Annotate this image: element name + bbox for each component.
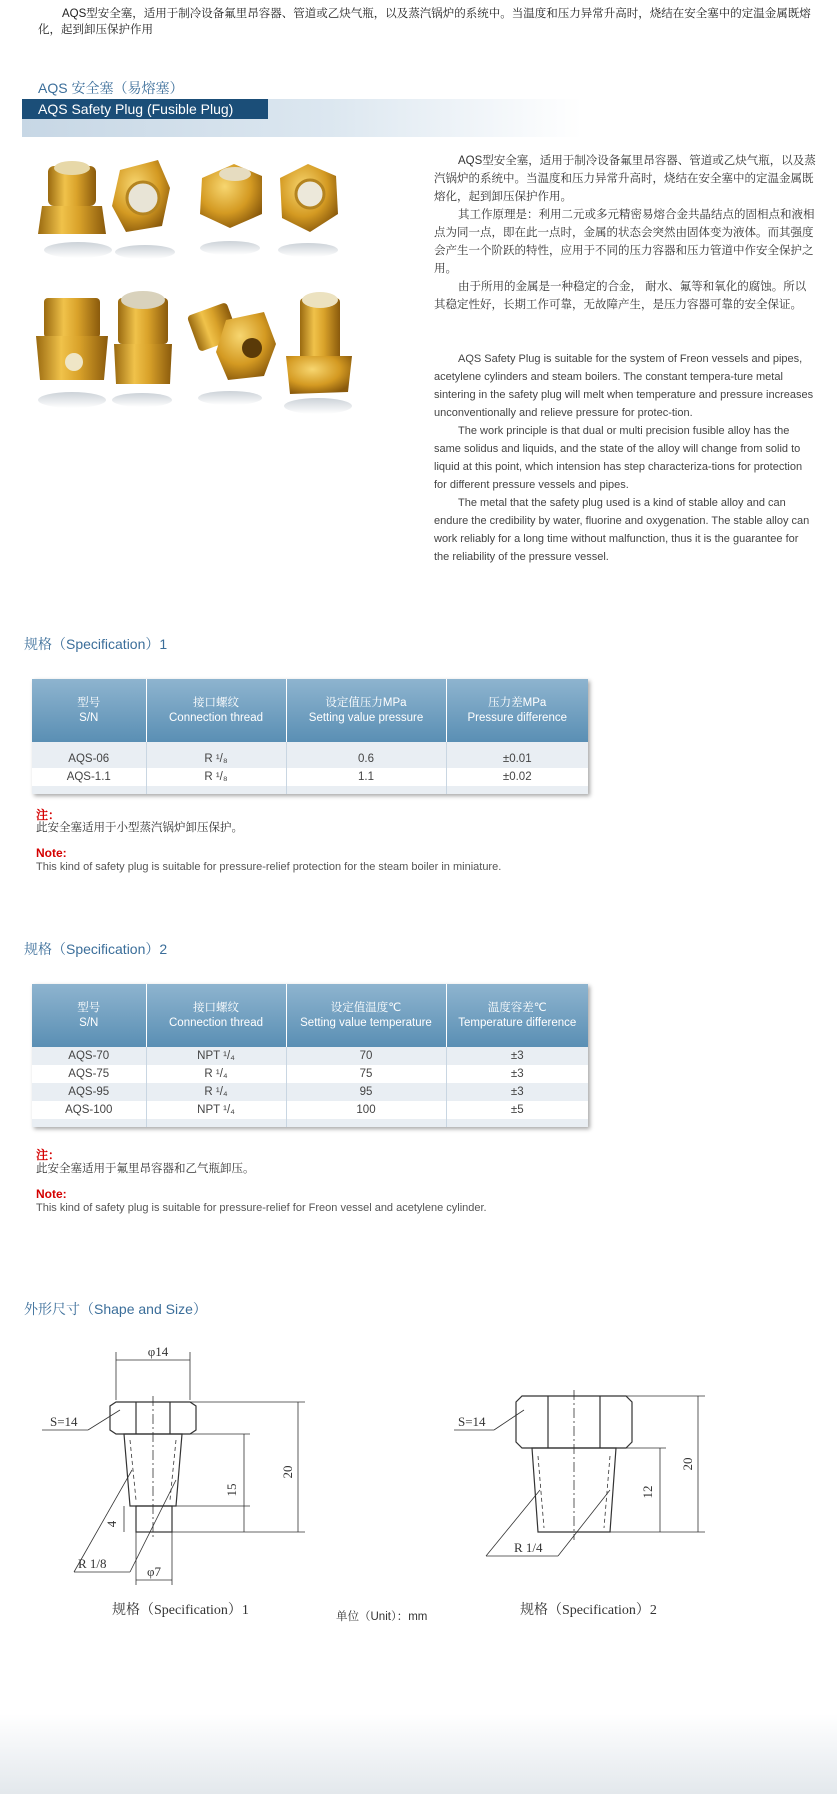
description-cn-paragraph: 其工作原理是：利用二元或多元精密易熔合金共晶结点的固相点和液相点为同一点，即在此一点时，金属的状态会突然由固体变为液体。而其强度会产生一个阶跃的特性，应用于不同的压力容器和压力管道中作安全保护之用。 [434,209,815,275]
table-cell: AQS-06 [32,750,146,768]
note-label-cn: 注： [36,1148,61,1162]
note-label-en: Note: [36,1187,67,1201]
table-cell: 100 [286,1101,446,1119]
table-cell: NPT ¹/₄ [146,1101,286,1119]
dim-total-2: 20 [680,1457,695,1471]
note-text-en: This kind of safety plug is suitable for pressure-relief protection for the steam boiler in miniature. [36,861,502,873]
dim-hex: S=14 [50,1414,78,1429]
spec2-header-row [32,984,588,1047]
dim-body-2: 12 [640,1485,655,1499]
product-photo-4 [278,164,338,257]
note-label-cn: 注： [36,808,61,822]
spec2-title: 规格（Specification）2 [24,941,168,957]
table-row [32,1101,588,1119]
table-cell: ±5 [446,1101,588,1119]
heading-en: AQS Safety Plug (Fusible Plug) [22,99,268,119]
note-text-cn: 此安全塞适用于氟里昂容器和乙气瓶卸压。 [36,1163,255,1175]
caption-spec1: 规格（Specification）1 [112,1603,249,1618]
table-row [32,1083,588,1101]
dim-body: 15 [224,1483,239,1497]
table-cell: AQS-75 [32,1065,146,1083]
product-photo-2 [112,160,175,259]
spec1-header: 设定值压力MPa Setting value pressure [286,679,446,742]
description-cn-paragraph: 由于所用的金属是一种稳定的合金， 耐水、氟等和氧化的腐蚀。所以其稳定性好，长期工作可靠，无故障产生，是压力容器可靠的安全保证。 [434,281,807,311]
table-row [32,750,588,768]
table-cell: ±0.01 [446,750,588,768]
note-text-cn: 此安全塞适用于小型蒸汽锅炉卸压保护。 [36,822,243,834]
table-cell: AQS-70 [32,1047,146,1065]
spec1-table [32,679,588,794]
dim-tip: 4 [104,1520,119,1528]
table-cell: 75 [286,1065,446,1083]
spec2-header: 接口螺纹 Connection thread [146,984,286,1047]
drawing-spec1 [40,1340,340,1590]
spec2-table [32,984,588,1127]
intro-text: AQS型安全塞，适用于制冷设备氟里昂容器、管道或乙炔气瓶，以及蒸汽锅炉的系统中。当温度和压力异常升高时，烧结在安全塞中的定温金属既熔化，起到卸压保护作用 [38,8,811,36]
shape-title: 外形尺寸（Shape and Size） [24,1301,207,1317]
product-photo-5 [36,298,108,408]
table-row [32,768,588,786]
product-photo-8 [284,292,352,414]
description-en-paragraph: The work principle is that dual or multi precision fusible alloy has the same solidus and liquids, and the state of the alloy will change from solid to liquid at this point, which intension has step characteriza-tions for protection for different pressure vessels and pipes. [434,425,803,491]
spec2-header: 型号 S/N [32,984,146,1047]
table-cell: ±3 [446,1083,588,1101]
spec1-header-row [32,679,588,742]
note-text-en: This kind of safety plug is suitable for pressure-relief for Freon vessel and acetylene cylinder. [36,1202,487,1214]
description-en [434,350,816,566]
dim-thread: R 1/8 [78,1556,107,1571]
spec1-title: 规格（Specification）1 [24,636,168,652]
dim-top-dia: φ14 [147,1344,169,1359]
table-cell: R ¹/₈ [146,750,286,768]
description-en-paragraph: The metal that the safety plug used is a kind of stable alloy and can endure the credibility by water, fluorine and oxygenation. The stable alloy can work reliably for a long time without malfunction, thus it is the guarantee for the reliability of the pressure vessel. [434,497,810,563]
unit-label: 单位（Unit）：mm [336,1611,428,1623]
spec1-header: 接口螺纹 Connection thread [146,679,286,742]
drawing-spec2 [440,1380,720,1580]
table-cell: AQS-95 [32,1083,146,1101]
table-cell: ±3 [446,1065,588,1083]
product-photo-3 [200,164,262,255]
description-cn [434,152,816,314]
table-cell: 0.6 [286,750,446,768]
caption-spec2: 规格（Specification）2 [520,1603,657,1618]
dim-total: 20 [280,1465,295,1479]
table-cell: AQS-1.1 [32,768,146,786]
heading-cn: AQS 安全塞（易熔塞） [38,80,184,96]
dim-thread-2: R 1/4 [514,1540,543,1555]
table-cell: NPT ¹/₄ [146,1047,286,1065]
table-cell: R ¹/₄ [146,1083,286,1101]
table-cell: AQS-100 [32,1101,146,1119]
description-cn-paragraph: AQS型安全塞，适用于制冷设备氟里昂容器、管道或乙炔气瓶，以及蒸汽锅炉的系统中。当温度和压力异常升高时，烧结在安全塞中的定温金属既熔化，起到卸压保护作用。 [434,155,816,203]
table-row [32,1065,588,1083]
product-photo-1 [38,161,112,258]
table-cell: 1.1 [286,768,446,786]
description-en-paragraph: AQS Safety Plug is suitable for the system of Freon vessels and pipes, acetylene cylinders and steam boilers. The constant tempera-ture metal sintering in the safety plug will melt when temperature and pressure increases unconventionally and relieve pressure for protec-tion. [434,353,814,419]
table-cell: 70 [286,1047,446,1065]
dim-bottom-dia: φ7 [146,1564,162,1579]
footer-band [0,1714,837,1794]
table-cell: 95 [286,1083,446,1101]
note-label-en: Note: [36,846,67,860]
table-cell: R ¹/₈ [146,768,286,786]
product-photo-7 [187,302,276,405]
product-photo-6 [112,291,172,407]
table-cell: R ¹/₄ [146,1065,286,1083]
dim-hex-2: S=14 [458,1414,486,1429]
spec1-header: 型号 S/N [32,679,146,742]
spec1-header: 压力差MPa Pressure difference [446,679,588,742]
table-cell: ±0.02 [446,768,588,786]
table-row [32,1047,588,1065]
spec2-header: 温度容差℃ Temperature difference [446,984,588,1047]
table-cell: ±3 [446,1047,588,1065]
product-photos [30,148,420,478]
spec2-header: 设定值温度℃ Setting value temperature [286,984,446,1047]
